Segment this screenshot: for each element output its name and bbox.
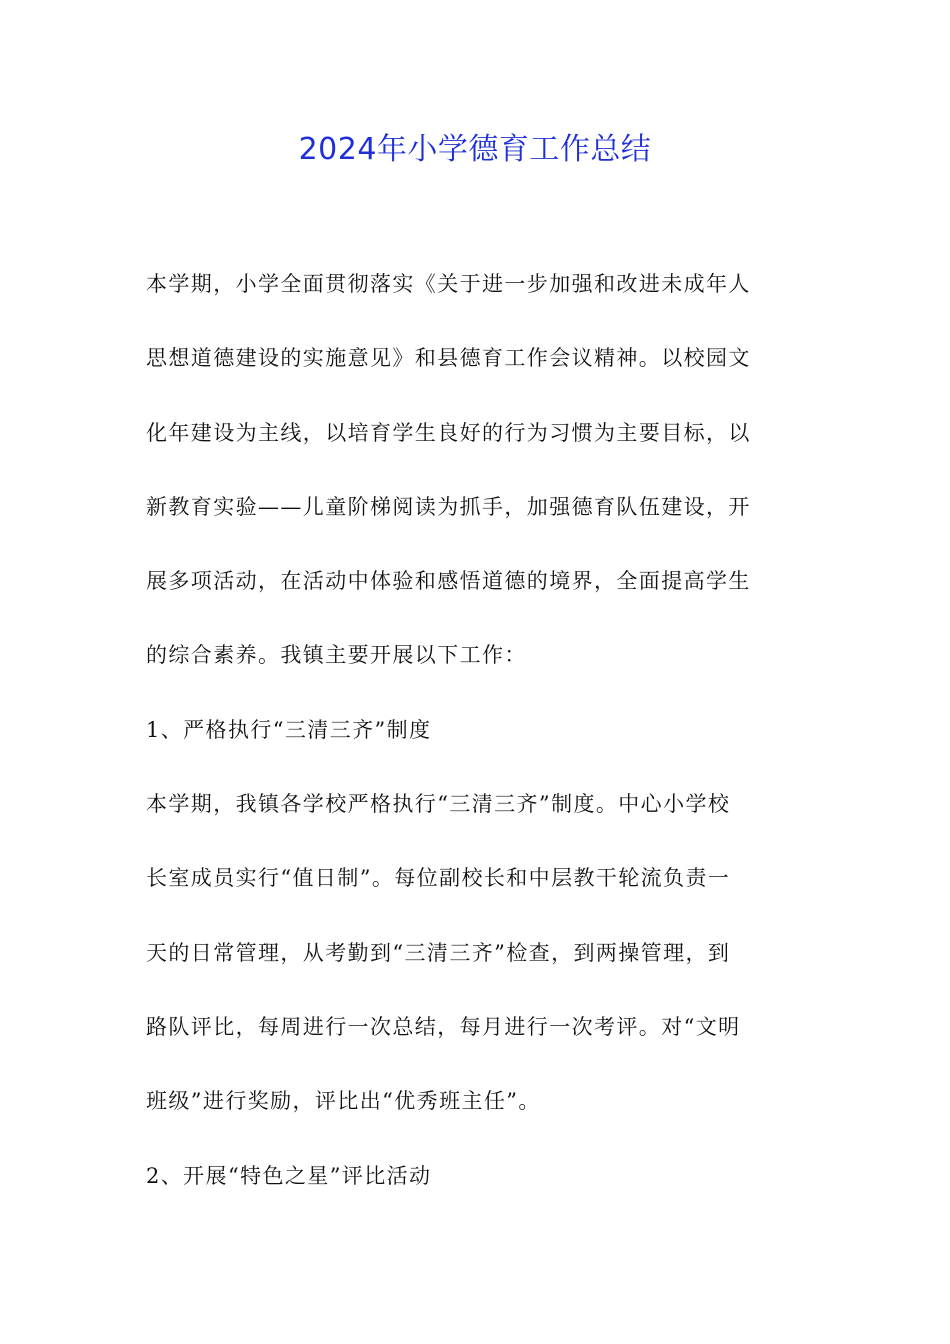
paragraph-line: 思想道德建设的实施意见》和县德育工作会议精神。以校园文 — [146, 346, 751, 371]
document-title: 2024年小学德育工作总结 — [298, 132, 652, 167]
paragraph-line: 长室成员实行“值日制”。每位副校长和中层教干轮流负责一 — [146, 866, 731, 891]
paragraph-line: 天的日常管理，从考勤到“三清三齐”检查，到两操管理，到 — [146, 940, 731, 965]
section-heading: 2、开展“特色之星”评比活动 — [146, 1163, 432, 1188]
paragraph-line: 路队评比，每周进行一次总结，每月进行一次考评。对“文明 — [146, 1014, 741, 1039]
paragraph-line: 展多项活动，在活动中体验和感悟道德的境界，全面提高学生 — [146, 569, 751, 594]
paragraph-line: 本学期，我镇各学校严格执行“三清三齐”制度。中心小学校 — [146, 792, 731, 817]
paragraph-line: 班级”进行奖励，评比出“优秀班主任”。 — [146, 1089, 541, 1114]
document-body — [146, 262, 806, 1228]
paragraph-line: 新教育实验——儿童阶梯阅读为抓手，加强德育队伍建设，开 — [146, 494, 751, 519]
paragraph-line: 本学期，小学全面贯彻落实《关于进一步加强和改进未成年人 — [146, 272, 751, 296]
section-heading: 1、严格执行“三清三齐”制度 — [146, 717, 432, 742]
paragraph-line: 化年建设为主线，以培育学生良好的行为习惯为主要目标，以 — [146, 420, 751, 445]
paragraph-line: 的综合素养。我镇主要开展以下工作： — [146, 643, 527, 668]
